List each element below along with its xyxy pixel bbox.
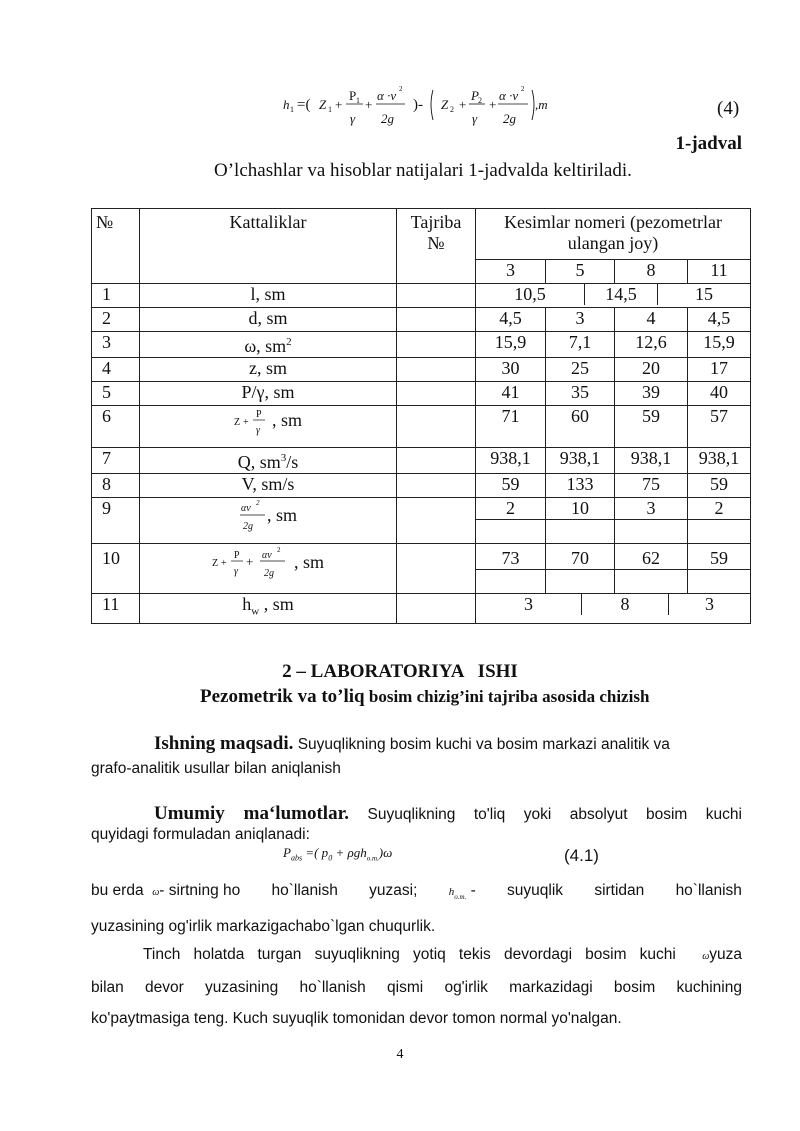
cell-value: 30 [476, 358, 546, 382]
row-label: d, sm [140, 308, 397, 332]
cell-value: 41 [476, 382, 546, 406]
cell-value: 40 [688, 382, 751, 406]
results-table [91, 208, 751, 624]
cell-value: 25 [546, 358, 615, 382]
table-row [92, 498, 751, 520]
svg-text:1: 1 [290, 105, 294, 114]
row-num: 11 [92, 594, 140, 624]
svg-text:Z: Z [211, 558, 219, 569]
row-trial [397, 358, 476, 382]
table-row [92, 474, 751, 498]
svg-text:2g: 2g [381, 111, 394, 126]
svg-text:α ·v: α ·v [377, 88, 397, 103]
header-sections-line2: ulangan joy) [567, 233, 659, 253]
header-sections-line1: Kesimlar nomeri (pezometrlar [504, 212, 722, 232]
svg-text:+: + [459, 97, 467, 112]
cell-value: 62 [615, 544, 688, 570]
cell-empty [688, 520, 751, 544]
cell-value: 2 [476, 498, 546, 520]
cell-value: 15,9 [476, 332, 546, 358]
row-num: 6 [92, 406, 140, 448]
general-text-2: quyidagi formuladan aniqlanadi: [91, 826, 310, 843]
table-row [92, 332, 751, 358]
header-num: № [92, 209, 140, 284]
cell-value: 59 [688, 544, 751, 570]
svg-text:2: 2 [521, 85, 525, 93]
svg-text:+: + [242, 417, 249, 428]
omega-symbol: ω [152, 887, 160, 898]
row-label: Z + P γ , sm [140, 406, 397, 448]
svg-text:γ: γ [255, 425, 260, 436]
row-num: 3 [92, 332, 140, 358]
cell-value: 938,1 [615, 448, 688, 474]
cell-value: 938,1 [688, 448, 751, 474]
row-trial [397, 594, 476, 624]
svg-text:γ: γ [472, 111, 478, 126]
svg-text:γ: γ [233, 566, 238, 577]
general-lead: Umumiy ma‘lumotlar. [154, 803, 350, 824]
cell-value: 75 [615, 474, 688, 498]
cell-value: 59 [476, 474, 546, 498]
cell-value: 35 [546, 382, 615, 406]
cell-value: 14,5 [584, 284, 657, 305]
row-label: $h_w$ , sm [140, 594, 397, 624]
table-row [92, 358, 751, 382]
svg-text:P: P [233, 550, 240, 561]
formula-4-1-number: (4.1) [564, 846, 599, 865]
table-row [92, 448, 751, 474]
row-label: P/γ, sm [140, 382, 397, 406]
svg-text:2g: 2g [503, 111, 516, 126]
cell-value: 60 [546, 406, 615, 448]
cell-value: 7,1 [546, 332, 615, 358]
cell-value: 4,5 [688, 308, 751, 332]
cell-value: 59 [615, 406, 688, 448]
cell-empty [546, 520, 615, 544]
purpose-paragraph [91, 732, 742, 781]
formula-z-p-gamma [234, 406, 272, 438]
cell-value: 8 [581, 594, 668, 615]
row-trial [397, 382, 476, 406]
svg-text:+: + [365, 97, 373, 112]
page-number: 4 [396, 1047, 404, 1062]
row-num: 1 [92, 284, 140, 308]
cell-value: 57 [688, 406, 751, 448]
formula-4 [283, 82, 613, 132]
intro-text: O’lchashlar va hisoblar natijalari 1-jadvalda keltiriladi. [214, 160, 632, 181]
cell-empty [476, 570, 546, 594]
row-label: Q, $sm^3/s$ [140, 448, 397, 474]
svg-text:+: + [220, 558, 227, 569]
purpose-lead: Ishning maqsadi. [154, 733, 294, 754]
cell-value: 17 [688, 358, 751, 382]
row-num: 4 [92, 358, 140, 382]
row-label: z, sm [140, 358, 397, 382]
row-num: 9 [92, 498, 140, 544]
table-row [92, 382, 751, 406]
row-values-merged [476, 284, 751, 308]
cell-value: 73 [476, 544, 546, 570]
svg-text:=(: =( [297, 97, 311, 113]
cell-empty [688, 570, 751, 594]
svg-text:2: 2 [399, 85, 403, 93]
body-line-2: bilan devor yuzasining ho`llanish qismi og'irlik markazidagi bosim kuchining [91, 979, 742, 996]
row-num: 8 [92, 474, 140, 498]
header-quantity: Kattaliklar [140, 209, 397, 284]
svg-text:+: + [335, 97, 343, 112]
svg-text:αv: αv [261, 550, 272, 561]
svg-text:α ·v: α ·v [499, 88, 519, 103]
cell-value: 39 [615, 382, 688, 406]
svg-text:2g: 2g [242, 521, 253, 532]
general-paragraph [91, 802, 742, 847]
row-trial [397, 498, 476, 544]
svg-text:P: P [255, 409, 262, 420]
svg-text:1: 1 [356, 96, 360, 105]
cell-value: 938,1 [546, 448, 615, 474]
cell-value: 20 [615, 358, 688, 382]
cell-value: 4 [615, 308, 688, 332]
cell-value: 3 [524, 594, 533, 614]
svg-text:Z: Z [233, 417, 241, 428]
purpose-text: Suyuqlikning bosim kuchi va bosim markazi analitik va [293, 736, 670, 753]
header-trial-line2: № [427, 233, 445, 253]
table-row [92, 308, 751, 332]
svg-text:)-: )- [413, 97, 423, 113]
cell-empty [476, 520, 546, 544]
row-trial [397, 308, 476, 332]
cell-value: 3 [546, 308, 615, 332]
formula-z-p-gamma-alpha-v2-2g [212, 544, 294, 584]
row-label: Z + P γ + αv 2 2g , sm [140, 544, 397, 594]
svg-text:2: 2 [478, 96, 482, 105]
omega-symbol: ω [702, 951, 710, 962]
body-paragraph: Tinch holatda turgan suyuqlikning yotiq tekis devordagi bosim kuchi ωyuza bilan devor yuzasining ho`llanish qismi og'irlik markazidagi bosim kuchining ko'paytmasiga teng. Kuch suyuqlik tomonidan devor tomon normal yo'nalgan. [91, 939, 742, 1034]
svg-text:+: + [489, 97, 497, 112]
row-values-merged [476, 594, 751, 624]
svg-text:2: 2 [255, 499, 260, 507]
section-subtitle: Pezometrik va to’liq bosim chizig’ini tajriba asosida chizish [200, 686, 650, 707]
cell-empty [615, 570, 688, 594]
section-number: 11 [688, 260, 751, 284]
cell-value: 59 [688, 474, 751, 498]
section-number: 5 [546, 260, 615, 284]
svg-text:2: 2 [276, 546, 281, 554]
cell-value: 938,1 [476, 448, 546, 474]
svg-text:,m: ,m [535, 97, 548, 112]
where-line-2: yuzasining og'irlik markazigachabo`lgan chuqurlik. [91, 918, 436, 936]
cell-empty [546, 570, 615, 594]
row-label: V, sm/s [140, 474, 397, 498]
cell-value: 2 [688, 498, 751, 520]
cell-value: 4,5 [476, 308, 546, 332]
cell-value: 133 [546, 474, 615, 498]
cell-value: 10,5 [514, 284, 546, 304]
table-row [92, 544, 751, 570]
header-trial [397, 209, 476, 284]
table-row [92, 284, 751, 308]
row-trial [397, 544, 476, 594]
cell-value: 70 [546, 544, 615, 570]
cell-value: 3 [668, 594, 750, 615]
row-num: 10 [92, 544, 140, 594]
general-text: Suyuqlikning to'liq yoki absolyut bosim kuchi [349, 806, 742, 823]
table-row [92, 594, 751, 624]
body-line-3: ko'paytmasiga teng. Kuch suyuqlik tomonidan devor tomon normal yo'nalgan. [91, 1010, 622, 1027]
row-label: ω, $sm^2$ [140, 332, 397, 358]
formula-alpha-v2-2g [239, 498, 267, 536]
row-label: l, sm [140, 284, 397, 308]
row-num: 2 [92, 308, 140, 332]
cell-value: 15,9 [688, 332, 751, 358]
row-num: 5 [92, 382, 140, 406]
section-title: 2 – LABORATORIYA ISHI [282, 661, 518, 682]
where-paragraph: bu erda ω- sirtning ho ho`llanish yuzasi; $h_{o.m.}$ - suyuqlik sirtidan ho`llanish yuzasining og'irlik markazigachabo`lgan chuqurlik. [91, 877, 742, 941]
formula-4-1: $P_{abs}$ =( $p_0 + \rho gh_{o.m.})\omega$ [283, 845, 393, 863]
svg-text:1: 1 [328, 105, 332, 114]
cell-value: 71 [476, 406, 546, 448]
formula-h: h [283, 97, 290, 112]
row-trial [397, 332, 476, 358]
svg-text:γ: γ [350, 111, 356, 126]
cell-value: 3 [615, 498, 688, 520]
header-sections [476, 209, 751, 260]
svg-text:Z: Z [319, 97, 327, 112]
section-number: 3 [476, 260, 546, 284]
header-trial-line1: Tajriba [410, 212, 462, 232]
svg-text:2g: 2g [263, 568, 274, 579]
row-trial [397, 448, 476, 474]
cell-value: 12,6 [615, 332, 688, 358]
cell-value: 10 [546, 498, 615, 520]
row-num: 7 [92, 448, 140, 474]
svg-text:2: 2 [450, 105, 454, 114]
row-label: αv 2 2g , sm [140, 498, 397, 544]
formula-4-number: (4) [717, 98, 740, 119]
svg-text:P: P [471, 88, 479, 103]
svg-text:P: P [349, 88, 357, 103]
row-trial [397, 474, 476, 498]
svg-text:αv: αv [240, 503, 251, 514]
cell-value: 15 [657, 284, 750, 305]
table-row [92, 406, 751, 448]
svg-text:Z: Z [441, 97, 449, 112]
purpose-text-2: grafo-analitik usullar bilan aniqlanish [91, 760, 341, 777]
svg-text:+: + [245, 554, 254, 569]
cell-empty [615, 520, 688, 544]
section-number: 8 [615, 260, 688, 284]
row-trial [397, 284, 476, 308]
table-caption: 1-jadval [675, 133, 742, 154]
row-trial [397, 406, 476, 448]
